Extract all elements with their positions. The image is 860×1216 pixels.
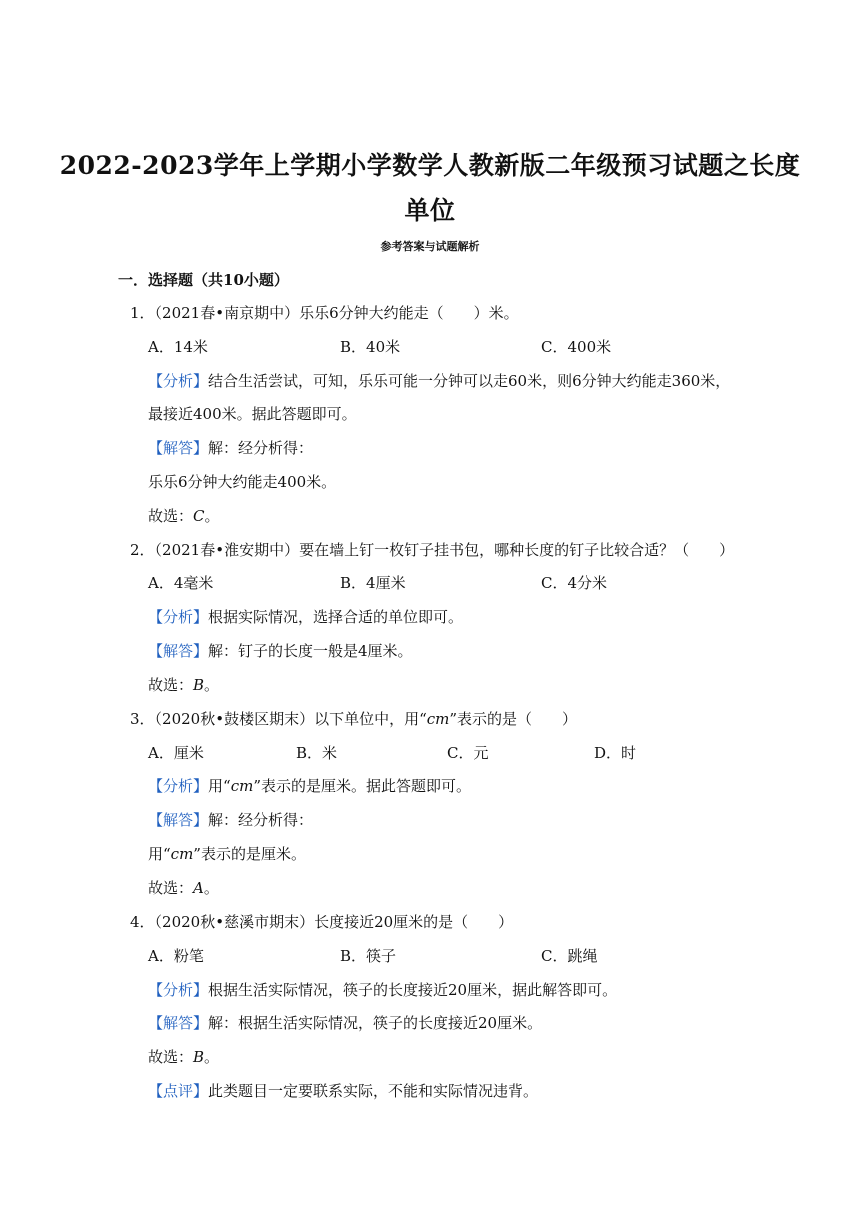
answer-prefix: 故选： — [148, 1048, 194, 1066]
question-4-option-c: C．跳绳 — [541, 947, 598, 965]
question-1-stem: 1．（2021春•南京期中）乐乐6分钟大约能走（ ）米。 — [130, 304, 519, 322]
doc-title-line2: 单位 — [404, 196, 456, 225]
solution-text: 解：经分析得： — [208, 811, 314, 829]
question-1-analysis-cont: 最接近400米。据此答题即可。 — [148, 405, 357, 423]
analysis-text: 结合生活尝试，可知，乐乐可能一分钟可以走60米，则6分钟大约能走360米， — [208, 372, 731, 390]
question-3-analysis — [148, 776, 471, 796]
question-4-stem: 4．（2020秋•慈溪市期末）长度接近20厘米的是（ ） — [130, 913, 514, 931]
question-4-analysis — [148, 980, 617, 1000]
comment-tag: 【点评】 — [148, 1082, 209, 1100]
question-2-analysis — [148, 607, 463, 627]
question-3-stem — [130, 709, 577, 729]
analysis-tag: 【分析】 — [148, 608, 209, 626]
question-3-solution — [148, 810, 313, 830]
answer-letter: B — [193, 676, 205, 694]
question-1-option-c: C．400米 — [541, 338, 612, 356]
doc-subtitle: 参考答案与试题解析 — [380, 240, 480, 253]
question-3-option-b: B．米 — [296, 744, 338, 762]
question-2-solution — [148, 641, 413, 661]
analysis-unit: cm — [230, 777, 254, 795]
answer-letter: A — [193, 879, 204, 897]
question-1-option-b: B．40米 — [340, 338, 401, 356]
solution-part: 用“ — [148, 845, 171, 863]
question-3-answer — [148, 878, 219, 898]
solution-tag: 【解答】 — [148, 439, 209, 457]
solution-tag: 【解答】 — [148, 811, 209, 829]
answer-prefix: 故选： — [148, 879, 194, 897]
section-heading: 一．选择题（共10小题） — [118, 271, 289, 289]
answer-prefix: 故选： — [148, 676, 194, 694]
question-1-option-a: A．14米 — [148, 338, 208, 356]
question-4-option-a: A．粉笔 — [148, 947, 204, 965]
question-2-option-c: C．4分米 — [541, 574, 608, 592]
question-2-option-b: B．4厘米 — [340, 574, 406, 592]
solution-text: 解：根据生活实际情况，筷子的长度接近20厘米。 — [208, 1014, 543, 1032]
answer-suffix: 。 — [204, 507, 220, 525]
question-1-analysis — [148, 371, 730, 391]
question-3-option-d: D．时 — [594, 744, 637, 762]
question-4-solution — [148, 1013, 542, 1033]
solution-text: 解：钉子的长度一般是4厘米。 — [208, 642, 413, 660]
question-4-option-b: B．筷子 — [340, 947, 397, 965]
question-3-option-c: C．元 — [447, 744, 489, 762]
analysis-text: 根据实际情况，选择合适的单位即可。 — [208, 608, 464, 626]
solution-text: 解：经分析得： — [208, 439, 314, 457]
solution-unit: cm — [170, 845, 194, 863]
analysis-tag: 【分析】 — [148, 777, 209, 795]
analysis-text: 根据生活实际情况，筷子的长度接近20厘米，据此解答即可。 — [208, 981, 618, 999]
analysis-tag: 【分析】 — [148, 372, 209, 390]
analysis-part: ”表示的是厘米。据此答题即可。 — [253, 777, 471, 795]
solution-tag: 【解答】 — [148, 1014, 209, 1032]
question-3-option-a: A．厘米 — [148, 744, 204, 762]
answer-suffix: 。 — [203, 879, 219, 897]
analysis-tag: 【分析】 — [148, 981, 209, 999]
answer-letter: C — [193, 507, 205, 525]
stem-unit: cm — [426, 710, 450, 728]
answer-prefix: 故选： — [148, 507, 194, 525]
question-1-solution-cont: 乐乐6分钟大约能走400米。 — [148, 473, 337, 491]
solution-tag: 【解答】 — [148, 642, 209, 660]
comment-text: 此类题目一定要联系实际，不能和实际情况违背。 — [208, 1082, 539, 1100]
question-2-option-a: A．4毫米 — [148, 574, 214, 592]
question-4-comment — [148, 1081, 538, 1101]
stem-part: 3．（2020秋•鼓楼区期末）以下单位中，用“ — [130, 710, 427, 728]
question-2-answer — [148, 675, 219, 695]
solution-part: ”表示的是厘米。 — [193, 845, 306, 863]
doc-title-line1: 2022-2023学年上学期小学数学人教新版二年级预习试题之长度 — [59, 151, 801, 180]
question-1-answer — [148, 506, 220, 526]
question-2-stem: 2．（2021春•淮安期中）要在墙上钉一枚钉子挂书包，哪种长度的钉子比较合适？（ ） — [130, 541, 735, 559]
answer-suffix: 。 — [204, 1048, 220, 1066]
analysis-part: 用“ — [208, 777, 231, 795]
question-3-solution-cont — [148, 844, 306, 864]
answer-suffix: 。 — [204, 676, 220, 694]
question-4-answer — [148, 1047, 219, 1067]
question-1-solution — [148, 438, 313, 458]
stem-part: ”表示的是（ ） — [449, 710, 578, 728]
answer-letter: B — [193, 1048, 205, 1066]
